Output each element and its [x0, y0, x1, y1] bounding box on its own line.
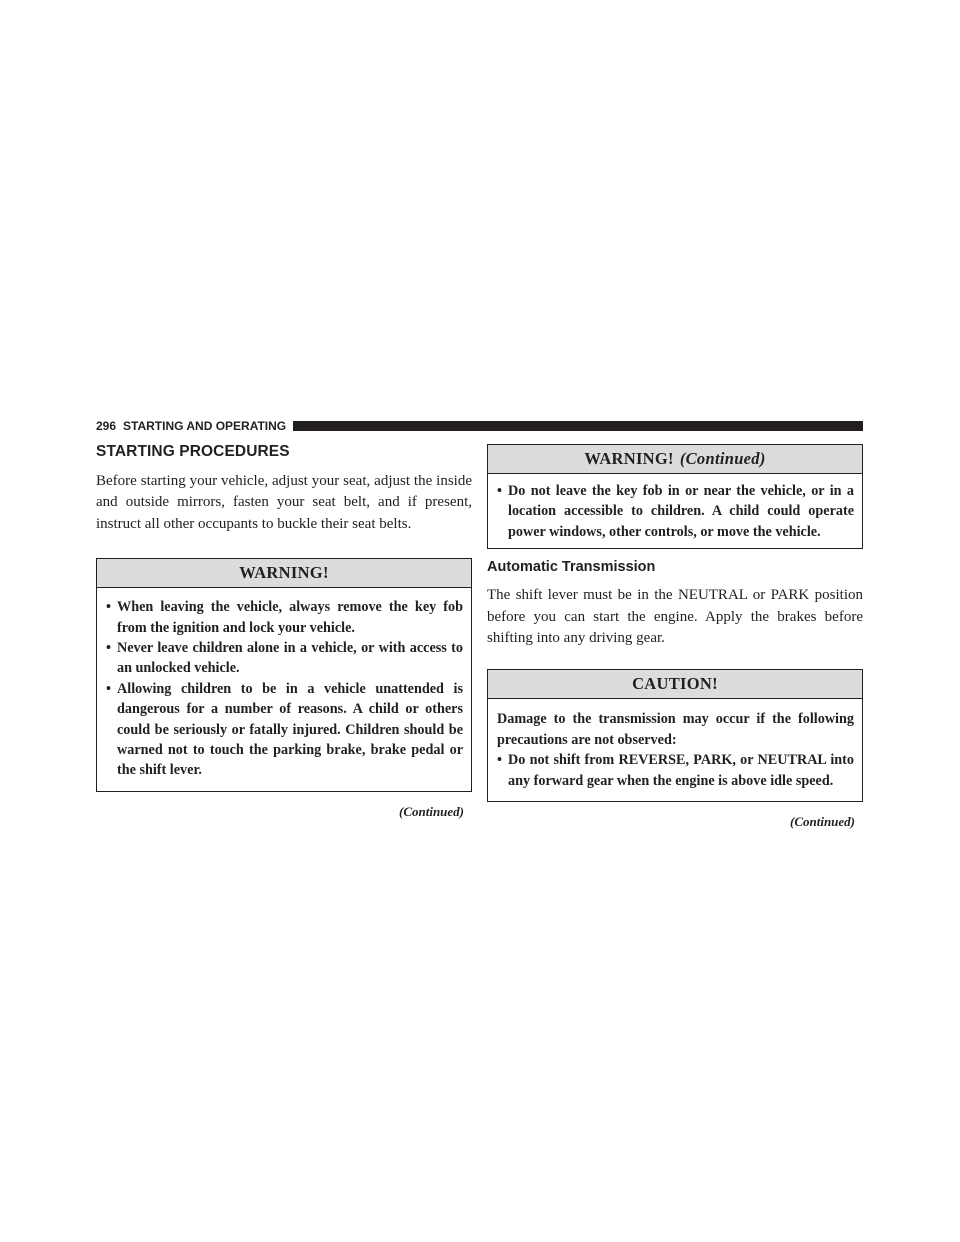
warning-continued-label: WARNING!: [584, 449, 674, 468]
page-header: [96, 418, 863, 434]
warning-item: • When leaving the vehicle, always remove the key fob from the ignition and lock your vehicle.: [106, 597, 463, 638]
warning-continued-suffix: (Continued): [679, 449, 766, 468]
section-title: STARTING AND OPERATING: [123, 419, 287, 433]
caution-box: [487, 669, 863, 802]
page-number: 296: [96, 419, 117, 433]
warning-item: • Do not leave the key fob in or near the vehicle, or in a location accessible to children. A child could operate power windows, other controls, or move the vehicle.: [497, 481, 854, 542]
warning-box: [96, 558, 472, 792]
warning-body: [97, 588, 471, 791]
warning-item: • Never leave children alone in a vehicle, or with access to an unlocked vehicle.: [106, 638, 463, 679]
transmission-paragraph: The shift lever must be in the NEUTRAL or PARK position before you can start the engine. Apply the brakes before shifting into any driving gear.: [487, 587, 863, 647]
warning-continued-title: [488, 445, 862, 474]
caution-item: • Do not shift from REVERSE, PARK, or NEUTRAL into any forward gear when the engine is above idle speed.: [497, 750, 854, 791]
section-heading: STARTING PROCEDURES: [96, 443, 290, 460]
caution-body: [488, 699, 862, 801]
warning-continued-list: [497, 481, 854, 542]
continued-note: (Continued): [789, 814, 855, 830]
warning-continued-body: [488, 474, 862, 548]
warning-title: WARNING!: [97, 559, 471, 588]
warning-continued-box: [487, 444, 863, 549]
continued-note: (Continued): [398, 803, 464, 819]
caution-title: CAUTION!: [488, 670, 862, 699]
warning-list: [106, 597, 463, 781]
caution-intro: Damage to the transmission may occur if the following precautions are not observed:: [497, 711, 854, 748]
left-column: [96, 440, 472, 820]
caution-list: [497, 750, 854, 791]
intro-paragraph: Before starting your vehicle, adjust your seat, adjust the inside and outside mirrors, fasten your seat belt, and if present, instruct all other occupants to buckle their seat belts.: [96, 473, 472, 532]
right-column: [487, 444, 863, 830]
subsection-heading: Automatic Transmission: [487, 559, 656, 576]
warning-item: • Allowing children to be in a vehicle unattended is dangerous for a number of reasons. A child or others could be seriously or fatally injured. Children should be warned not to touch the parking brake, brake pedal or the shift lever.: [106, 679, 463, 781]
header-rule: [293, 421, 863, 431]
